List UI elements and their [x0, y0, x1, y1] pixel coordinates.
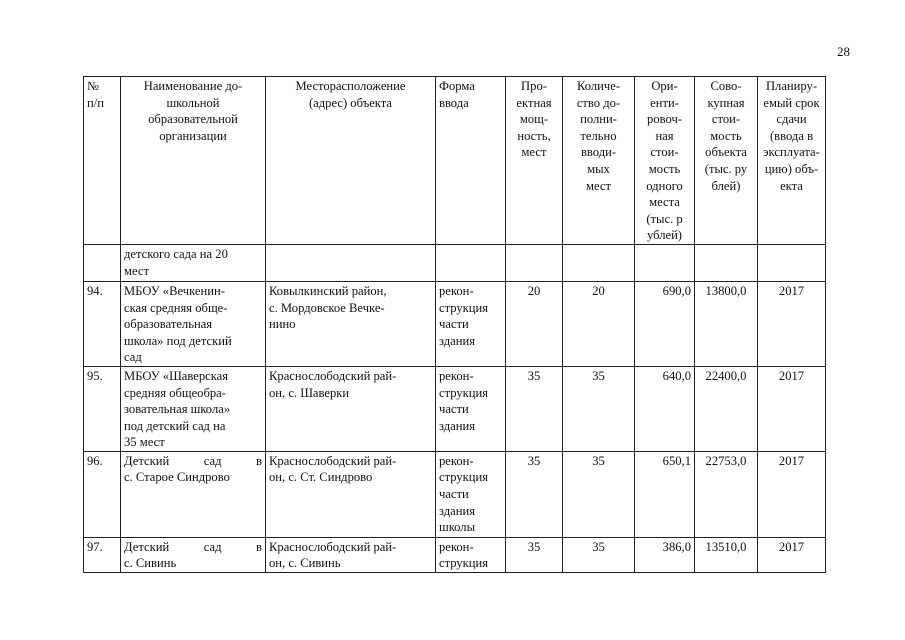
cell-name: Детский сад в с. Сивинь	[121, 537, 266, 572]
table-row	[84, 537, 826, 572]
header-cell-total-cost: Сово- купная стои- мость объекта (тыс. ру блей)	[695, 77, 758, 245]
cell-name: детского сада на 20 мест	[121, 244, 266, 281]
cell-capacity	[506, 244, 563, 281]
table-header-row	[84, 77, 826, 245]
cell-year: 2017	[758, 281, 826, 366]
cell-year	[758, 244, 826, 281]
header-cell-name: Наименование до- школьной образовательной организации	[121, 77, 266, 245]
cell-capacity: 35	[506, 537, 563, 572]
cell-total-cost: 22400,0	[695, 366, 758, 451]
cell-additional: 35	[563, 537, 635, 572]
table-row-continuation	[84, 244, 826, 281]
table-row	[84, 451, 826, 537]
cell-total-cost: 13800,0	[695, 281, 758, 366]
cell-cost-per-place: 386,0	[635, 537, 695, 572]
cell-location: Ковылкинский район, с. Мордовское Вечке- нино	[266, 281, 436, 366]
cell-cost-per-place: 640,0	[635, 366, 695, 451]
cell-additional	[563, 244, 635, 281]
table-row	[84, 281, 826, 366]
cell-additional: 35	[563, 366, 635, 451]
cell-capacity: 35	[506, 451, 563, 537]
cell-year: 2017	[758, 451, 826, 537]
header-cell-number: № п/п	[84, 77, 121, 245]
cell-total-cost: 13510,0	[695, 537, 758, 572]
cell-name: Детский сад в с. Старое Синдрово	[121, 451, 266, 537]
cell-form: рекон- струкция части здания школы	[436, 451, 506, 537]
table-row	[84, 366, 826, 451]
header-cell-capacity: Про- ектная мощ- ность, мест	[506, 77, 563, 245]
cell-number: 97.	[84, 537, 121, 572]
cell-form: рекон- струкция	[436, 537, 506, 572]
cell-form: рекон- струкция части здания	[436, 281, 506, 366]
cell-capacity: 35	[506, 366, 563, 451]
cell-form	[436, 244, 506, 281]
cell-cost-per-place: 650,1	[635, 451, 695, 537]
cell-year: 2017	[758, 537, 826, 572]
cell-number: 96.	[84, 451, 121, 537]
cell-additional: 20	[563, 281, 635, 366]
cell-number	[84, 244, 121, 281]
header-cell-additional: Количе- ство до- полни- тельно вводи- мых мест	[563, 77, 635, 245]
cell-name: МБОУ «Шаверская средняя общеобра- зовательная школа» под детский сад на 35 мест	[121, 366, 266, 451]
cell-total-cost	[695, 244, 758, 281]
cell-location	[266, 244, 436, 281]
header-cell-year: Планиру- емый срок сдачи (ввода в эксплуата- цию) объ- екта	[758, 77, 826, 245]
cell-year: 2017	[758, 366, 826, 451]
header-cell-form: Форма ввода	[436, 77, 506, 245]
cell-name: МБОУ «Вечкенин- ская средняя обще- образовательная школа» под детский сад	[121, 281, 266, 366]
page-number: 28	[837, 44, 850, 59]
cell-cost-per-place	[635, 244, 695, 281]
cell-total-cost: 22753,0	[695, 451, 758, 537]
cell-form: рекон- струкция части здания	[436, 366, 506, 451]
cell-cost-per-place: 690,0	[635, 281, 695, 366]
header-cell-location: Месторасположение (адрес) объекта	[266, 77, 436, 245]
cell-number: 95.	[84, 366, 121, 451]
cell-location: Краснослободский рай- он, с. Сивинь	[266, 537, 436, 572]
objects-table	[83, 76, 826, 573]
cell-number: 94.	[84, 281, 121, 366]
cell-additional: 35	[563, 451, 635, 537]
cell-location: Краснослободский рай- он, с. Шаверки	[266, 366, 436, 451]
cell-location: Краснослободский рай- он, с. Ст. Синдрово	[266, 451, 436, 537]
cell-capacity: 20	[506, 281, 563, 366]
header-cell-cost-per-place: Ори- енти- ровоч- ная стои- мость одного места (тыс. р ублей)	[635, 77, 695, 245]
